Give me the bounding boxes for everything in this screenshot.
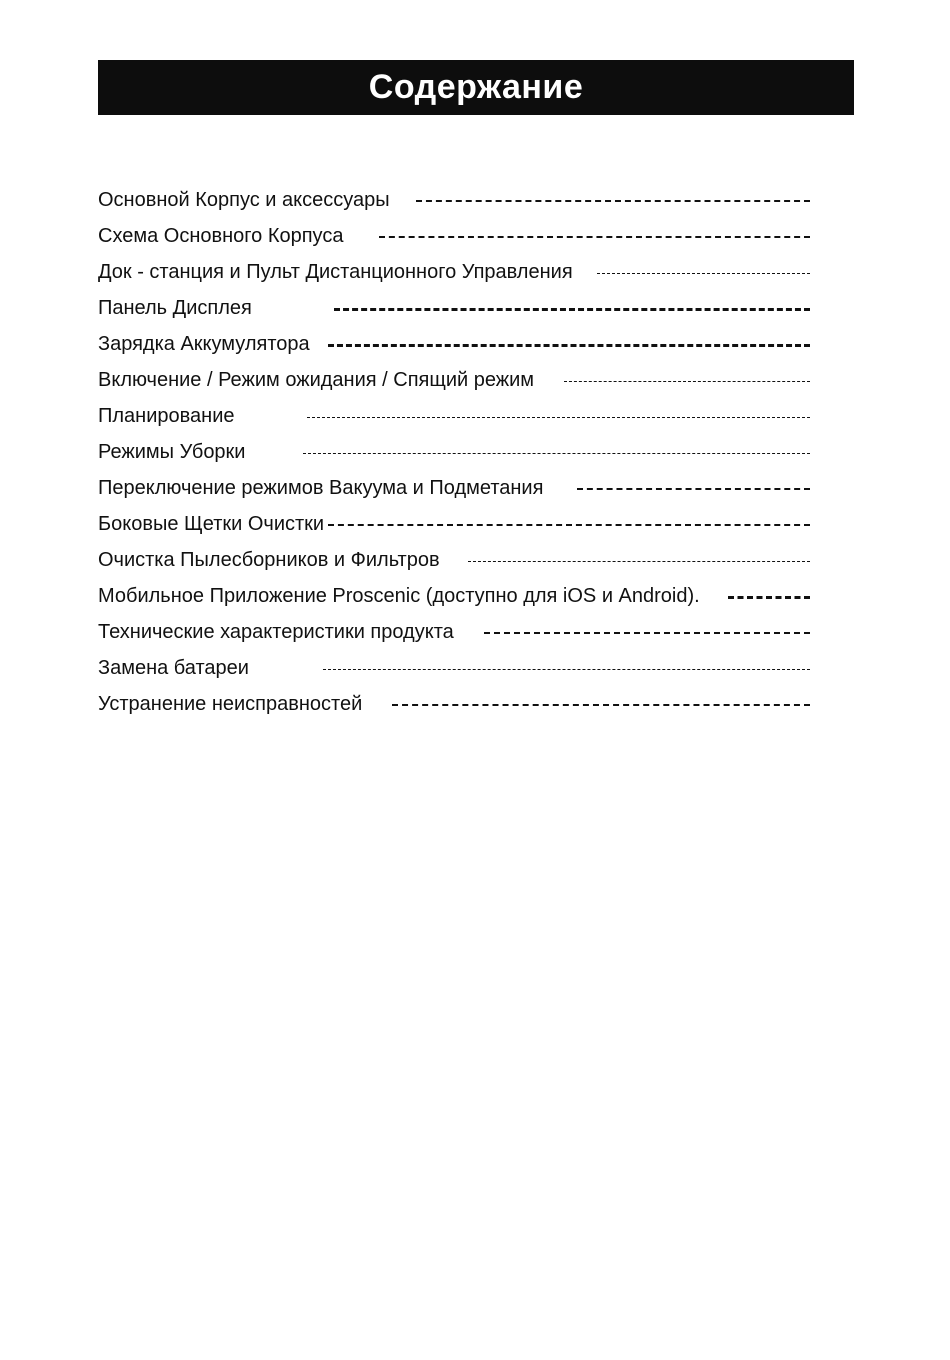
toc-leader bbox=[328, 524, 810, 526]
toc-item-label: Док - станция и Пульт Дистанционного Управления bbox=[98, 261, 573, 283]
toc-leader bbox=[379, 236, 810, 238]
toc-item-label: Схема Основного Корпуса bbox=[98, 225, 344, 247]
toc-item[interactable] bbox=[98, 614, 810, 650]
toc-item[interactable] bbox=[98, 650, 810, 686]
toc-item-label: Панель Дисплея bbox=[98, 297, 252, 319]
toc-item-label: Устранение неисправностей bbox=[98, 693, 363, 715]
toc-item-label: Очистка Пылесборников и Фильтров bbox=[98, 549, 440, 571]
toc-leader bbox=[328, 344, 810, 347]
title-bar bbox=[98, 60, 854, 115]
toc-item[interactable] bbox=[98, 218, 810, 254]
toc-item-label: Мобильное Приложение Proscenic (доступно для iOS и Android). bbox=[98, 585, 700, 607]
toc-item[interactable] bbox=[98, 686, 810, 722]
toc-leader bbox=[564, 381, 810, 382]
toc-item[interactable] bbox=[98, 290, 810, 326]
toc-leader bbox=[334, 308, 810, 311]
toc-item[interactable] bbox=[98, 362, 810, 398]
toc-item-label: Основной Корпус и аксессуары bbox=[98, 189, 390, 211]
toc-item-label: Включение / Режим ожидания / Спящий режим bbox=[98, 369, 535, 391]
toc-item[interactable] bbox=[98, 398, 810, 434]
toc-item[interactable] bbox=[98, 542, 810, 578]
toc-item-label: Планирование bbox=[98, 405, 235, 427]
toc-leader bbox=[577, 488, 810, 490]
toc-item[interactable] bbox=[98, 470, 810, 506]
page-title: Содержание bbox=[368, 68, 584, 106]
toc-leader bbox=[307, 417, 811, 418]
table-of-contents bbox=[98, 182, 810, 722]
toc-leader bbox=[728, 596, 810, 599]
toc-item-label: Замена батареи bbox=[98, 657, 249, 679]
toc-item[interactable] bbox=[98, 182, 810, 218]
toc-leader bbox=[597, 273, 810, 274]
toc-item-label: Зарядка Аккумулятора bbox=[98, 333, 310, 355]
toc-item-label: Технические характеристики продукта bbox=[98, 621, 454, 643]
toc-leader bbox=[303, 453, 810, 454]
toc-item[interactable] bbox=[98, 506, 810, 542]
toc-leader bbox=[323, 669, 810, 670]
toc-item[interactable] bbox=[98, 434, 810, 470]
toc-leader bbox=[468, 561, 810, 562]
toc-item[interactable] bbox=[98, 254, 810, 290]
toc-item[interactable] bbox=[98, 578, 810, 614]
toc-item-label: Режимы Уборки bbox=[98, 441, 246, 463]
toc-item-label: Переключение режимов Вакуума и Подметания bbox=[98, 477, 544, 499]
toc-leader bbox=[416, 200, 810, 202]
toc-item-label: Боковые Щетки Очистки bbox=[98, 513, 325, 535]
toc-leader bbox=[392, 704, 810, 706]
toc-item[interactable] bbox=[98, 326, 810, 362]
toc-leader bbox=[484, 632, 810, 634]
